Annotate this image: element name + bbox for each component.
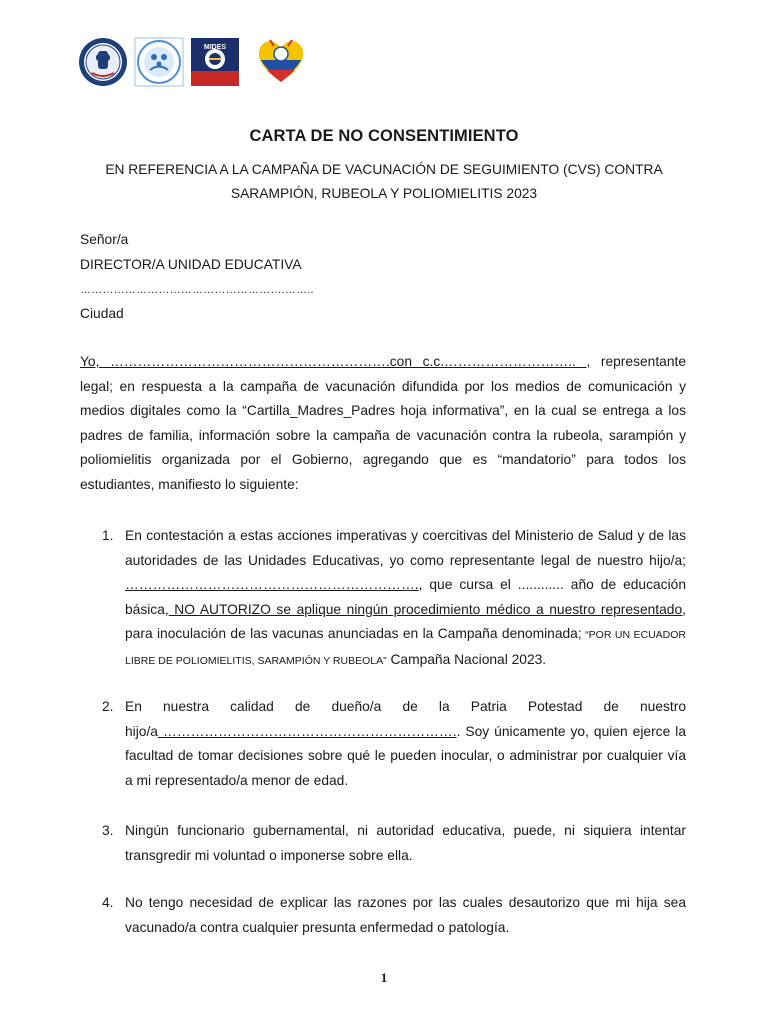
document-subtitle: EN REFERENCIA A LA CAMPAÑA DE VACUNACIÓN DE SEGUIMIENTO (CVS) CONTRA SARAMPIÓN, RUBEOLA Y POLIOMIELITIS 2023 xyxy=(105,162,663,201)
list-item-number: 3. xyxy=(102,823,114,838)
list-item-text: Ningún funcionario gubernamental, ni autoridad educativa, puede, ni siquiera intentar transgredir mi voluntad o imponerse sobre ella. xyxy=(125,823,686,863)
child-name-blank-2: ………………………………………………………. xyxy=(157,723,457,739)
family-emblem-icon xyxy=(134,37,184,87)
list-item-3 xyxy=(102,819,686,868)
recipient: DIRECTOR/A UNIDAD EDUCATIVA xyxy=(80,257,302,272)
city: Ciudad xyxy=(80,306,124,321)
list-item-1 xyxy=(102,524,686,673)
mides-logo-icon xyxy=(190,37,240,87)
recipient-blank-line: ……………………………………………….…….. xyxy=(80,284,314,296)
list-item-2 xyxy=(102,695,686,793)
intro-fill-in-line: Yo, …………………………………………………….con c.c.……………………….. , xyxy=(80,354,591,369)
list-item-text xyxy=(125,524,686,673)
intro-text: representante legal; en respuesta a la campaña de vacunación difundida por los medios de comunicación y medios digitales como la “Cartilla_Madres_Padres hoja informativa”, en la cual se entrega a los padres de familia, información sobre la campaña de vacunación contra la rubeola, sarampión y poliomielitis organizada por el Gobierno, agregando que es “mandatorio” para todos los estudiantes, manifiesto lo siguiente: xyxy=(80,354,686,492)
item2-text-a: hijo/a xyxy=(125,723,158,739)
list-item-number: 4. xyxy=(102,895,114,910)
item1-text-d: Campaña Nacional 2023. xyxy=(386,651,547,667)
list-item-number: 1. xyxy=(102,528,114,543)
list-item-text xyxy=(125,695,686,793)
intro-paragraph xyxy=(80,350,686,497)
salutation: Señor/a xyxy=(80,232,129,247)
fist-emblem-icon xyxy=(78,37,128,87)
mides-logo-text: MIDES xyxy=(203,44,227,51)
item2-text-b: . Soy únicamente yo, quien ejerce la facultad de tomar decisiones sobre qué le pueden inocular, o administrar por cualquier vía a mi representado/a menor de edad. xyxy=(125,723,686,788)
page-number: 1 xyxy=(380,970,388,985)
list-item-text: No tengo necesidad de explicar las razones por las cuales desautorizo que mi hija sea vacunado/a contra cualquier presunta enfermedad o patología. xyxy=(125,895,686,935)
list-item-4 xyxy=(102,891,686,940)
item2-line1: En nuestra calidad de dueño/a de la Patria Potestad de nuestro xyxy=(125,699,686,714)
campaign-name: “POR UN ECUADOR LIBRE DE POLIOMIELITIS, SARAMPIÓN Y RUBEOLA” xyxy=(125,629,686,667)
list-item-number: 2. xyxy=(102,699,114,714)
ecuador-heart-icon xyxy=(254,32,308,86)
item1-text-a: En contestación a estas acciones imperativas y coercitivas del Ministerio de Salud y de las autoridades de las Unidades Educativas, yo como representante legal de nuestro hijo/a; xyxy=(125,528,686,568)
logo-row xyxy=(78,37,314,87)
child-name-blank: ………………………………………………………. xyxy=(125,577,419,592)
item1-text-b: , que cursa el ............ año de educación básica, xyxy=(125,577,686,617)
no-autorizo-statement: NO AUTORIZO se aplique ningún procedimiento médico a nuestro representado, xyxy=(168,601,686,617)
item1-text-c: para inoculación de las vacunas anunciadas en la Campaña denominada; xyxy=(125,626,582,641)
document-title: CARTA DE NO CONSENTIMIENTO xyxy=(249,127,519,145)
